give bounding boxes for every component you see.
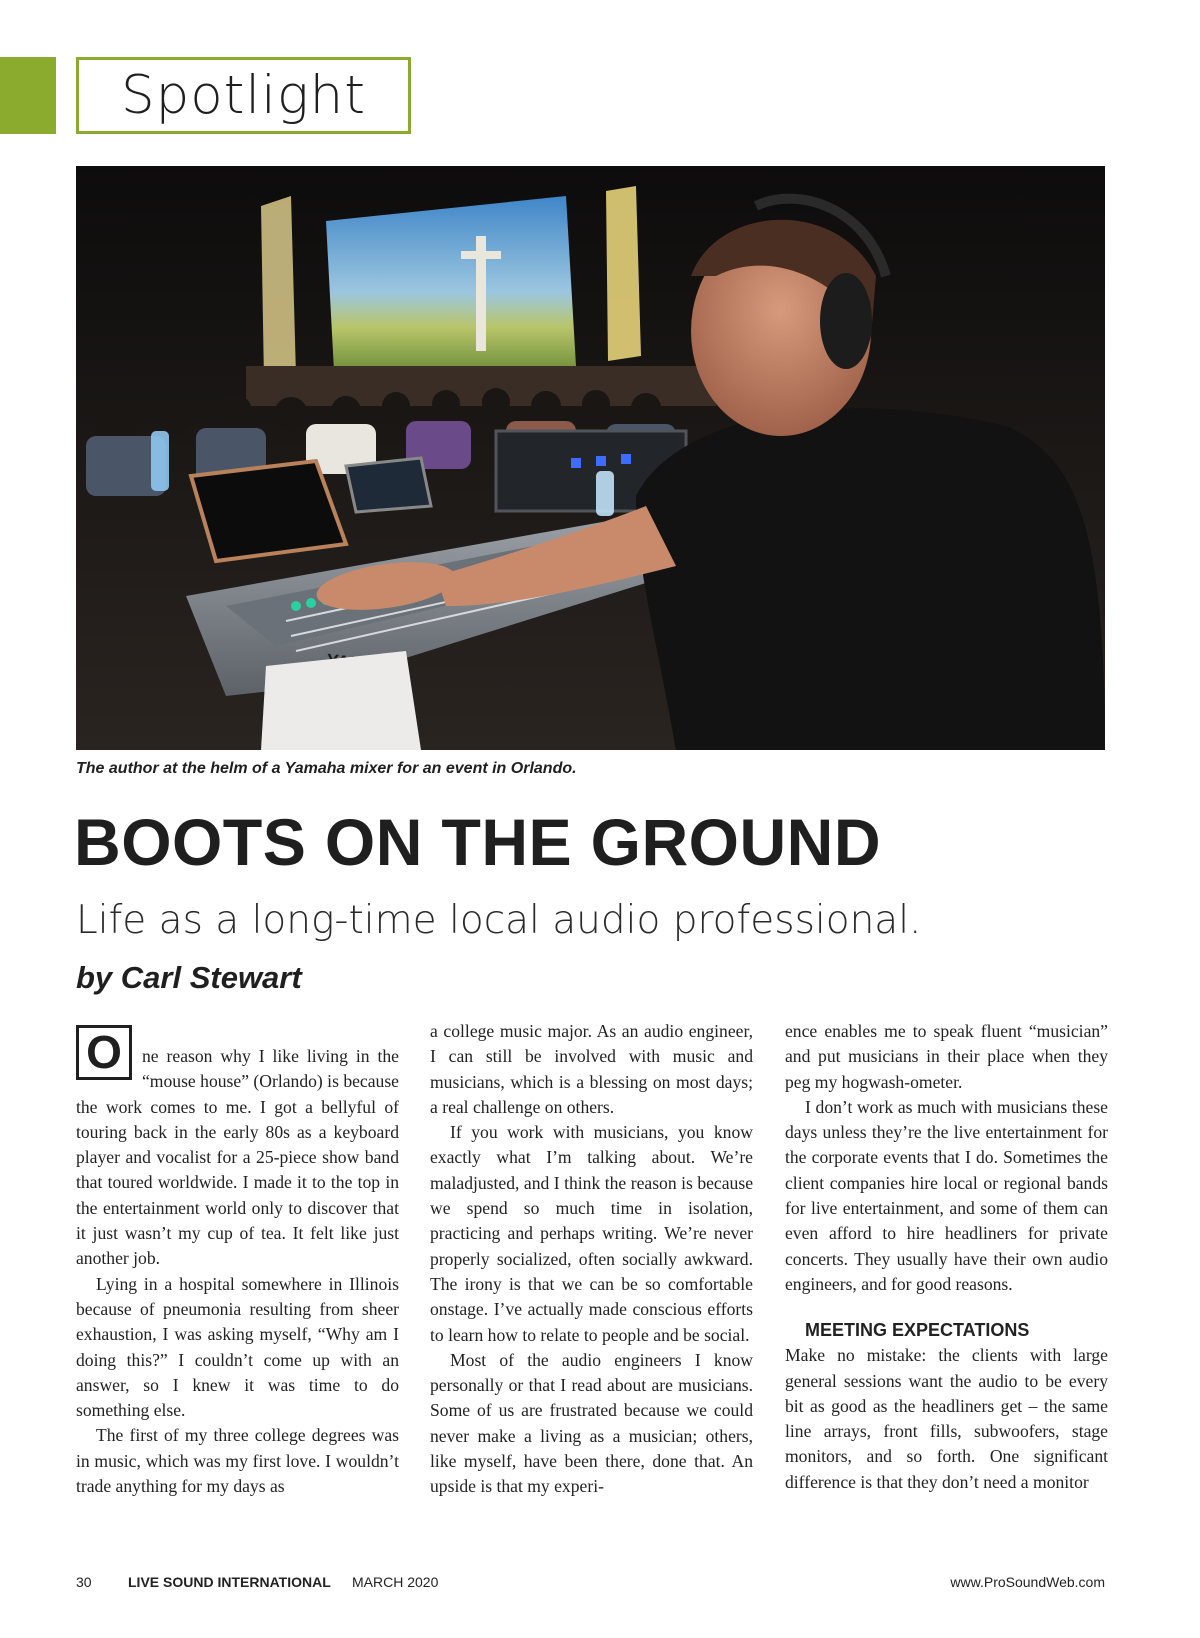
column-1: [76, 1019, 399, 1499]
section-tab-block: [0, 57, 56, 134]
article-photo: [76, 166, 1105, 750]
byline: by Carl Stewart: [76, 960, 302, 995]
paragraph: The first of my three college degrees was in music, which was my first love. I wouldn’t trade anything for my days as: [76, 1425, 399, 1497]
section-header: [76, 57, 411, 134]
paragraph: Most of the audio engineers I know personally or that I read about are musicians. Some of us are frustrated because we could never make a living as a musician; others, like myself, have been there, done that. An upside is that my experi-: [430, 1349, 753, 1497]
section-subhead: MEETING EXPECTATIONS: [805, 1320, 1030, 1341]
photo-caption: The author at the helm of a Yamaha mixer for an event in Orlando.: [76, 760, 577, 777]
paragraph: ne reason why I like living in the “mouse house” (Orlando) is because the work comes to me. I got a bellyful of touring back in the early 80s as a keyboard player and vocalist for a 25-piece show band that toured worldwide. I made it to the top in the entertainment world only to discover that it just wasn’t my cup of tea. It felt like just another job.: [76, 1046, 399, 1269]
paragraph: I don’t work as much with musicians these days unless they’re the live entertainment for the corporate events that I do. Sometimes the client companies hire local or regional bands for live entertainment, and some of them can even afford to hire headliners for private concerts. They usually have their own audio engineers, and for good reasons.: [785, 1096, 1108, 1294]
issue-date: MARCH 2020: [352, 1574, 439, 1590]
paragraph: Make no mistake: the clients with large general sessions want the audio to be every bit as good as the headliners get – the same line arrays, front fills, subwoofers, stage monitors, and so forth. One significant difference is that they don’t need a monitor: [785, 1345, 1108, 1492]
section-label: Spotlight: [120, 65, 367, 126]
magazine-name: LIVE SOUND INTERNATIONAL: [128, 1574, 331, 1590]
drop-cap: O: [76, 1025, 132, 1080]
subheadline-deck: Life as a long-time local audio professional.: [76, 898, 922, 943]
paragraph: If you work with musicians, you know exactly what I’m talking about. We’re maladjusted, and I think the reason is because we spend so much time in isolation, practicing and perhaps writing. We’re never properly socialized, often socially awkward. The irony is that we can be so comfortable onstage. I’ve actually made conscious efforts to learn how to relate to people and be social.: [430, 1122, 753, 1345]
website-url: www.ProSoundWeb.com: [950, 1574, 1105, 1590]
column-2: [430, 1019, 753, 1500]
column-3: [785, 1019, 1108, 1495]
headline: BOOTS ON THE GROUND: [74, 805, 882, 879]
paragraph: Lying in a hospital somewhere in Illinois because of pneumonia resulting from sheer exhaustion, I was asking myself, “Why am I doing this?” I couldn’t come up with an answer, so I knew it was time to do something else.: [76, 1273, 399, 1421]
paragraph: a college music major. As an audio engineer, I can still be involved with music and musicians, which is a blessing on most days; a real challenge on others.: [430, 1021, 753, 1117]
page-number: 30: [76, 1574, 92, 1590]
paragraph: ence enables me to speak fluent “musician” and put musicians in their place when they peg my hogwash-ometer.: [785, 1021, 1108, 1092]
